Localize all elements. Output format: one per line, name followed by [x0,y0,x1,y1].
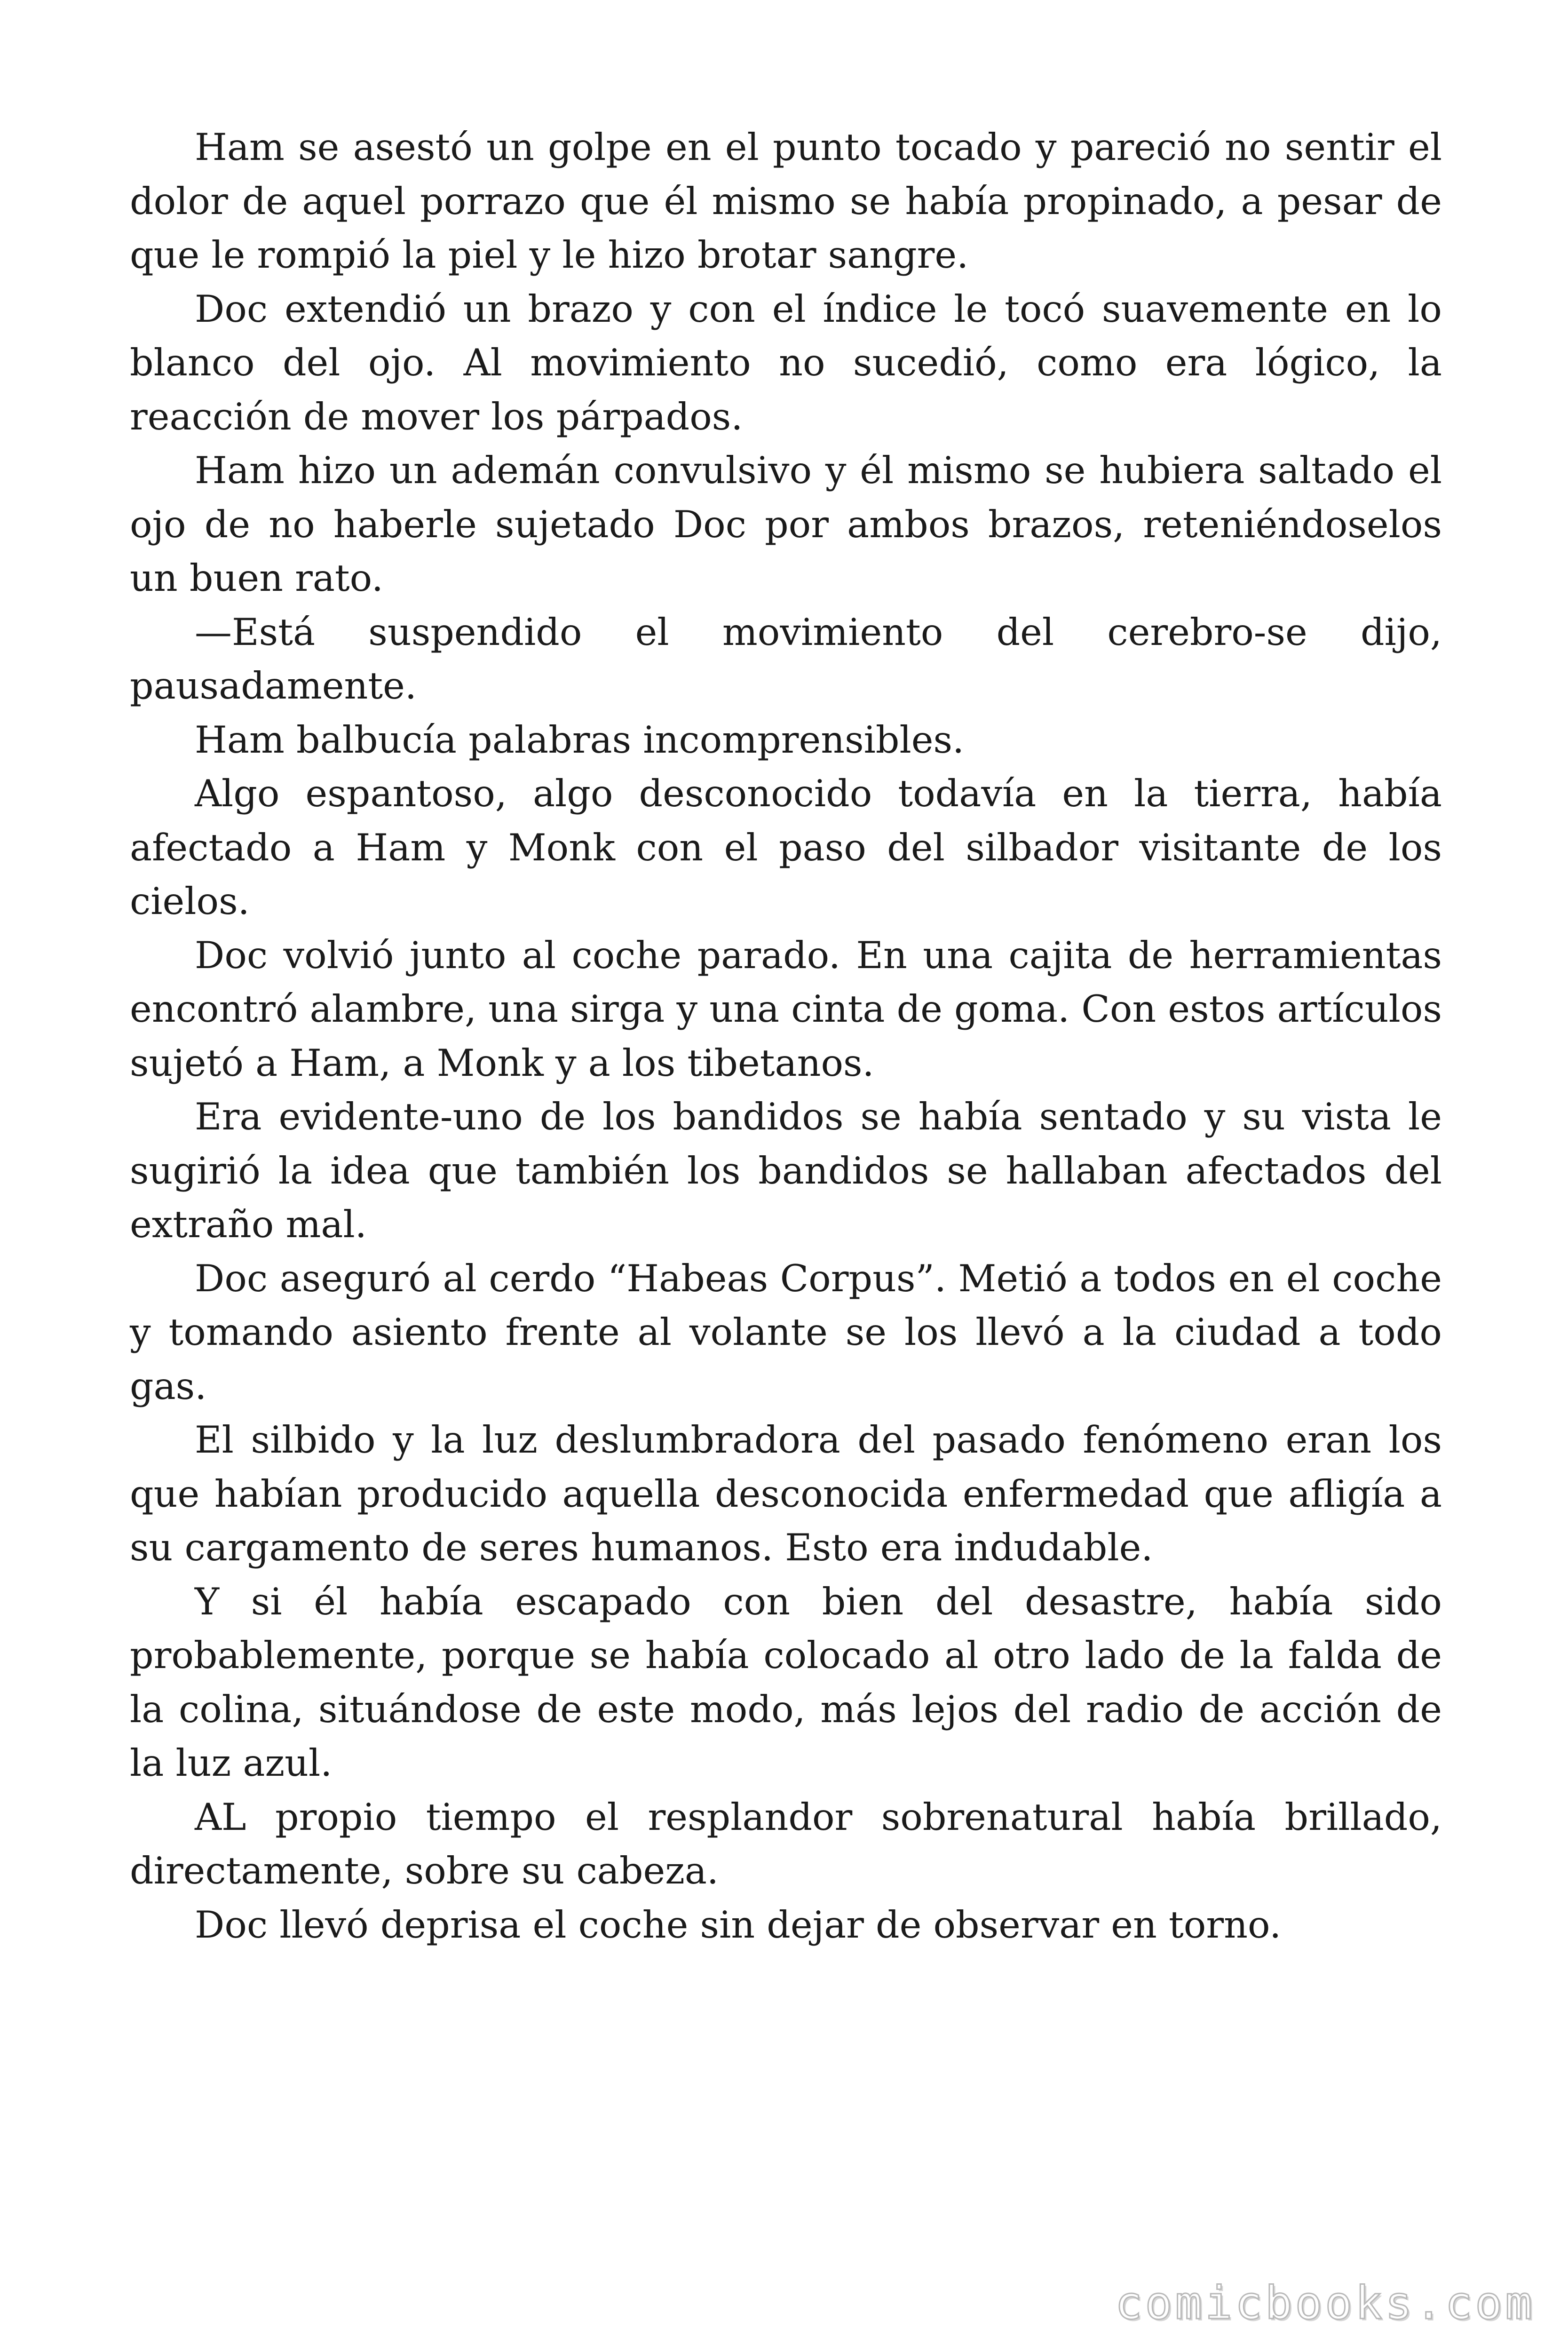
paragraph: Ham hizo un ademán convulsivo y él mismo se hubiera saltado el ojo de no haberle sujetado Doc por ambos brazos, reteniéndoselos un buen rato. [130,449,1442,600]
paragraph: AL propio tiempo el resplandor sobrenatural había brillado, directamente, sobre su cabeza. [130,1795,1442,1892]
paragraph: El silbido y la luz deslumbradora del pasado fenómeno eran los que habían producido aquella desconocida enfermedad que afligía a su cargamento de seres humanos. Esto era indudable. [130,1418,1442,1569]
paragraph: Algo espantoso, algo desconocido todavía en la tierra, había afectado a Ham y Monk con el paso del silbador visitante de los cielos. [130,772,1442,923]
paragraph: Era evidente-uno de los bandidos se había sentado y su vista le sugirió la idea que también los bandidos se hallaban afectados del extraño mal. [130,1095,1442,1246]
paragraph: Y si él había escapado con bien del desastre, había sido probablemente, porque se había colocado al otro lado de la falda de la colina, situándose de este modo, más lejos del radio de acción de la luz azul. [130,1580,1442,1785]
paragraph: Doc extendió un brazo y con el índice le tocó suavemente en lo blanco del ojo. Al movimiento no sucedió, como era lógico, la reacción de mover los párpados. [130,287,1442,438]
paragraph: Ham se asestó un golpe en el punto tocado y pareció no sentir el dolor de aquel porrazo que él mismo se había propinado, a pesar de que le rompió la piel y le hizo brotar sangre. [130,126,1442,277]
paragraph: Doc aseguró al cerdo “Habeas Corpus”. Metió a todos en el coche y tomando asiento frente al volante se los llevó a la ciudad a todo gas. [130,1256,1442,1408]
body-text [130,120,1442,1952]
paragraph: Doc volvió junto al coche parado. En una cajita de herramientas encontró alambre, una sirga y una cinta de goma. Con estos artículos sujetó a Ham, a Monk y a los tibetanos. [130,933,1442,1085]
paragraph: Ham balbucía palabras incomprensibles. [195,718,965,762]
watermark: comicbooks.com [1115,2277,1535,2329]
paragraph: —Está suspendido el movimiento del cerebro-se dijo, pausadamente. [130,610,1442,707]
paragraph: Doc llevó deprisa el coche sin dejar de observar en torno. [195,1903,1282,1947]
